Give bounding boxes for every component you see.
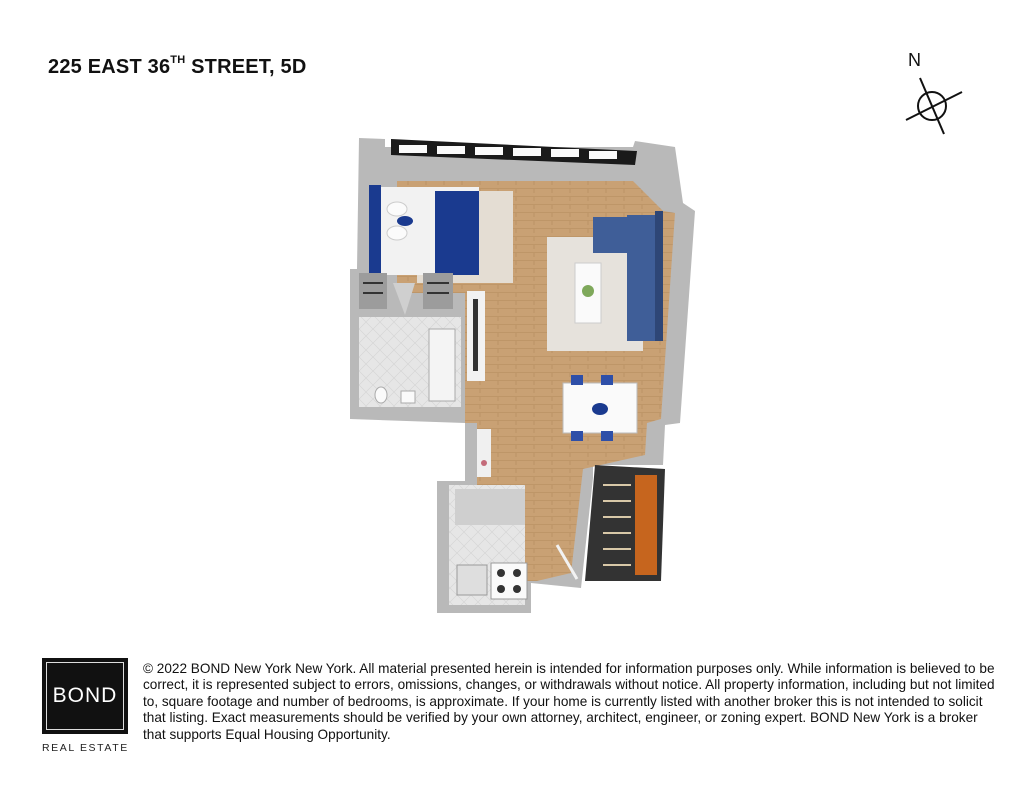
listing-address: [48, 56, 306, 79]
logo-text: BOND: [52, 684, 118, 707]
bathroom: [359, 317, 461, 407]
address-rest: STREET, 5D: [185, 56, 307, 78]
bond-logo: [42, 658, 128, 734]
dining-table: [563, 375, 637, 441]
entry-closet: [585, 465, 665, 581]
hall-shelf: [477, 429, 491, 477]
kitchen: [449, 485, 527, 605]
bed: [369, 185, 513, 283]
address-ordinal-suffix: TH: [170, 54, 186, 67]
compass: [898, 50, 970, 140]
legal-disclaimer: © 2022 BOND New York New York. All material presented herein is intended for information purposes only. While information is believed to be correct, it is represented subject to errors, omissions, changes, or withdrawals without notice. All property information, including but not limited to, square footage and number of bedrooms, is approximate. If your home is currently listed with another broker this is not intended to solicit that listing. Exact measurements should be verified by your own attorney, architect, engineer, or zoning expert. BOND New York is a broker that supports Equal Housing Opportunity.: [143, 661, 995, 742]
address-main: 225 EAST 36: [48, 56, 171, 78]
floorplan-illustration: [345, 133, 705, 618]
tv-console: [467, 291, 485, 381]
logo-subtitle: REAL ESTATE: [42, 742, 129, 754]
compass-rose-icon: [898, 72, 970, 140]
compass-north-label: N: [908, 50, 921, 70]
